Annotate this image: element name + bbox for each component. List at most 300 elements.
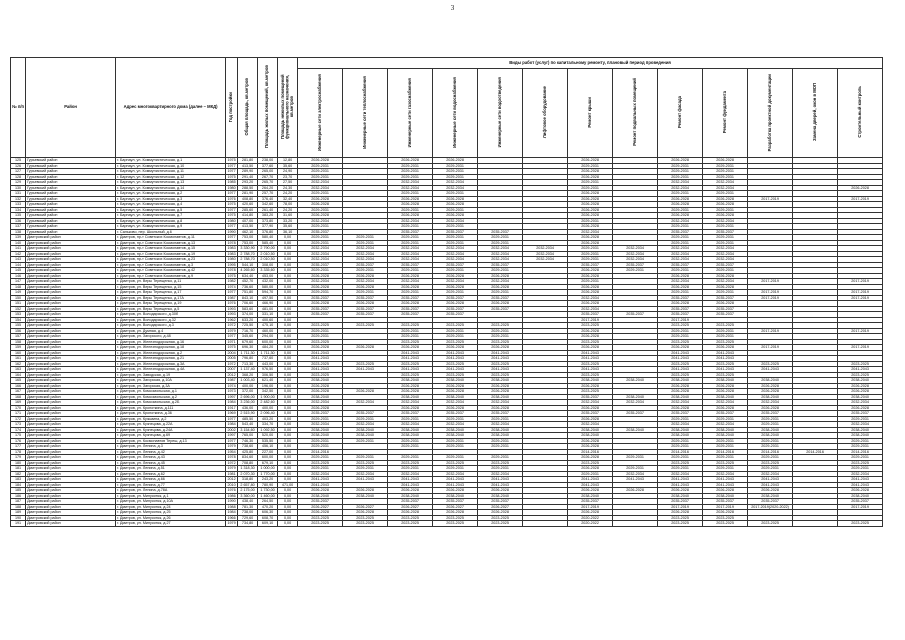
work-period-cell: 2029-2031 [478,235,523,241]
nonliving-area-cell: 0,00 [278,510,298,516]
address-cell: г. Дмитров, ул. Ленина, д.77 [116,482,226,488]
total-area-cell: 544,10 [238,262,258,268]
work-period-cell: 2023-2025 [568,372,613,378]
work-period-cell: 2017-2019 [838,295,883,301]
address-cell: г. Дмитров, пр-т Советских Космонавтов, д.19 [116,251,226,257]
work-period-cell: 2029-2031 [658,240,703,246]
row-number: 127 [11,169,26,175]
district-cell: Гурьевский район [26,202,116,208]
work-period-cell: 2017-2019 [748,290,793,296]
year-cell: 1984 [227,400,236,405]
work-period-cell: 2041-2043 [838,482,883,488]
work-period-cell: 2029-2031 [703,438,748,444]
row-number: 148 [11,284,26,290]
year-cell: 1975 [227,213,236,218]
living-area-cell: 737,60 [258,356,278,362]
work-period-cell: 2029-2031 [298,240,343,246]
living-area-cell: 608,70 [258,515,278,521]
work-period-cell: 2023-2025 [568,460,613,466]
total-area-cell: 407,00 [238,218,258,224]
nonliving-area-cell: 35,60 [278,224,298,230]
header-total-area: Общая площадь, кв.метров [238,58,258,158]
work-period-cell: 2038-2040 [298,427,343,433]
row-number: 155 [11,323,26,329]
address-cell: г. Дмитров, ул. Минусинск, д.25 [116,510,226,516]
work-period-cell: 2023-2025 [703,339,748,345]
work-period-cell: 2035-2037 [703,295,748,301]
work-period-cell: 2035-2037 [658,229,703,235]
work-period-cell: 2032-2034 [478,400,523,406]
work-period-cell: 2029-2031 [433,455,478,461]
row-number: 130 [11,185,26,191]
living-area-cell: 196,00 [258,383,278,389]
work-period-cell: 2026-2028 [658,405,703,411]
work-period-cell: 2023-2025 [298,521,343,527]
work-period-cell: 2026-2027 [388,504,433,510]
year-cell: 1966 [227,515,236,520]
work-period-cell: 2017-2019 [703,504,748,510]
total-area-cell: 413,50 [238,224,258,230]
work-period-cell: 2038-2040 [388,433,433,439]
work-period-cell: 2032-2034 [388,422,433,428]
work-period-cell: 2035-2037 [748,411,793,417]
living-area-cell: 580,40 [258,235,278,241]
nonliving-area-cell: 0,00 [278,444,298,450]
work-period-cell: 2032-2034 [568,229,613,235]
table-body [11,158,883,527]
work-period-cell: 2014-2016 [748,449,793,455]
row-number: 134 [11,207,26,213]
work-period-cell: 2029-2031 [658,235,703,241]
work-period-cell: 2026-2028 [343,301,388,307]
living-area-cell: 373,80 [258,218,278,224]
work-period-cell: 2035-2037 [703,499,748,505]
work-period-cell: 2026-2028 [568,202,613,208]
year-cell: 1982 [227,279,236,284]
header-works-group: Виды работ (услуг) по капитальному ремонту, плановый период проведения [298,58,883,69]
work-period-cell: 2032-2034 [613,257,658,263]
address-cell: г. Барнаул, ул. Коммунистическая, д.11 [116,169,226,175]
district-cell: Дмитровский район [26,345,116,351]
work-period-cell: 2041-2043 [343,477,388,483]
district-cell: Дмитровский район [26,422,116,428]
work-period-cell: 2032-2034 [703,180,748,186]
nonliving-area-cell: 0,00 [278,295,298,301]
district-cell: Дмитровский район [26,389,116,395]
work-period-cell: 2023-2025 [298,515,343,521]
work-period-cell: 2029-2031 [613,268,658,274]
nonliving-area-cell: 0,00 [278,235,298,241]
work-period-cell: 2029-2031 [433,240,478,246]
work-period-cell: 2038-2040 [478,394,523,400]
address-cell: г. Дмитров, ул. Ленина, д.42 [116,449,226,455]
total-area-cell: 746,30 [238,438,258,444]
address-cell: г. Дмитров, ул. Железнодорожная, д.3А [116,361,226,367]
work-period-cell: 2020-2022 [568,521,613,527]
work-period-cell: 2026-2028 [838,405,883,411]
district-cell: Дмитровский район [26,246,116,252]
living-area-cell: 377,60 [258,163,278,169]
work-period-cell: 2035-2037 [658,499,703,505]
row-number: 135 [11,213,26,219]
work-period-cell: 2041-2043 [658,477,703,483]
work-period-cell: 2029-2031 [748,455,793,461]
work-period-cell: 2038-2040 [748,378,793,384]
work-period-cell: 2023-2025 [388,372,433,378]
work-period-cell: 2038-2040 [388,493,433,499]
work-period-cell: 2035-2037 [568,499,613,505]
work-period-cell: 2029-2031 [433,174,478,180]
header-nonliving-area: Площадь нежилых помещений функционального назначения, кв.метров [278,58,298,158]
row-number: 171 [11,411,26,417]
year-cell: 1984 [227,422,236,427]
header-work-electric: Инженерные сети электроснабжения [298,69,343,158]
work-period-cell: 2026-2028 [433,196,478,202]
year-cell: 1981 [227,471,236,476]
address-cell: г. Дмитров, ул. Ленина, д.45 [116,460,226,466]
work-period-cell: 2032-2034 [388,251,433,257]
nonliving-area-cell: 0,00 [278,427,298,433]
year-cell: 1979 [227,521,236,526]
work-period-cell: 2029-2031 [388,207,433,213]
work-period-cell: 2029-2031 [343,240,388,246]
work-period-cell: 2038-2040 [298,433,343,439]
work-period-cell: 2026-2028 [703,158,748,164]
work-period-cell: 2029-2031 [433,268,478,274]
nonliving-area-cell: 0,00 [278,389,298,395]
work-period-cell: 2038-2040 [703,433,748,439]
district-cell: Дмитровский район [26,383,116,389]
work-period-cell: 2029-2031 [658,207,703,213]
work-period-cell: 2026-2028 [478,301,523,307]
work-period-cell: 2026-2028 [298,383,343,389]
living-area-cell: 1 900,00 [258,394,278,400]
work-period-cell: 2032-2034 [523,251,568,257]
nonliving-area-cell: 0,00 [278,301,298,307]
row-number: 142 [11,251,26,257]
total-area-cell: 285,60 [238,207,258,213]
work-period-cell: 2023-2025 [478,460,523,466]
work-period-cell: 2032-2034 [388,246,433,252]
living-area-cell: 497,50 [258,295,278,301]
district-cell: Дмитровский район [26,350,116,356]
work-period-cell: 2026-2028 [568,169,613,175]
address-cell: г. Дмитров, ул. Минусинск, д.26 [116,515,226,521]
total-area-cell: 281,80 [238,158,258,164]
work-period-cell: 2026-2028 [433,510,478,516]
row-number: 190 [11,515,26,521]
work-period-cell: 2032-2034 [478,422,523,428]
work-period-cell: 2026-2028 [343,345,388,351]
work-period-cell: 2029-2031 [703,207,748,213]
work-period-cell: 2026-2028 [343,389,388,395]
work-period-cell: 2041-2043 [568,482,613,488]
address-cell: г. Барнаул, ул. Коммунистическая, д.10 [116,163,226,169]
living-area-cell: 3 335,60 [258,268,278,274]
row-number: 176 [11,438,26,444]
work-period-cell: 2029-2031 [388,163,433,169]
header-address: Адрес многоквартирного дома (далее – МКД) [116,58,226,158]
work-period-cell: 2026-2028 [703,213,748,219]
work-period-cell: 2029-2031 [298,163,343,169]
address-cell: г. Барнаул, ул. Коммунистическая, д.8 [116,218,226,224]
work-period-cell: 2026-2028 [388,345,433,351]
work-period-cell: 2035-2037 [298,262,343,268]
year-cell: 1987 [227,378,236,383]
living-area-cell: 264,20 [258,185,278,191]
work-period-cell: 2029-2031 [478,444,523,450]
work-period-cell: 2032-2034 [433,422,478,428]
work-period-cell: 2014-2016 [658,449,703,455]
living-area-cell: 475,10 [258,323,278,329]
nonliving-area-cell: 0,00 [278,433,298,439]
district-cell: Дмитровский район [26,482,116,488]
work-period-cell: 2041-2043 [388,367,433,373]
nonliving-area-cell: 32,40 [278,196,298,202]
work-period-cell: 2023-2025 [478,339,523,345]
row-number: 169 [11,400,26,406]
year-cell: 1978 [227,455,236,460]
work-period-cell: 2032-2034 [613,471,658,477]
nonliving-area-cell: 0,00 [278,416,298,422]
living-area-cell: 600,00 [258,339,278,345]
total-area-cell: 765,00 [238,433,258,439]
work-period-cell: 2032-2034 [433,246,478,252]
work-period-cell: 2032-2034 [298,279,343,285]
table-row [11,504,883,510]
work-period-cell: 2026-2028 [658,383,703,389]
work-period-cell: 2035-2037 [703,262,748,268]
work-period-cell: 2026-2028 [478,345,523,351]
work-period-cell: 2035-2037 [658,262,703,268]
district-cell: Дмитровский район [26,510,116,516]
work-period-cell: 2029-2031 [478,466,523,472]
work-period-cell: 2029-2031 [388,455,433,461]
work-period-cell: 2035-2037 [478,262,523,268]
row-number: 153 [11,312,26,318]
row-number: 170 [11,405,26,411]
work-period-cell: 2035-2037 [658,312,703,318]
work-period-cell: 2026-2028 [388,389,433,395]
work-period-cell: 2029-2031 [298,290,343,296]
year-cell: 1974 [227,383,236,388]
row-number: 167 [11,389,26,395]
work-period-cell: 2026-2028 [433,389,478,395]
work-period-cell: 2029-2031 [298,207,343,213]
row-number: 165 [11,378,26,384]
work-period-cell: 2026-2028 [298,389,343,395]
work-period-cell: 2029-2031 [703,328,748,334]
nonliving-area-cell: 0,00 [278,306,298,312]
work-period-cell: 2038-2040 [658,427,703,433]
work-period-cell: 2032-2034 [613,251,658,257]
work-period-cell: 2026-2028 [568,268,613,274]
row-number: 156 [11,328,26,334]
work-period-cell: 2023-2025 [433,372,478,378]
work-period-cell: 2029-2031 [613,466,658,472]
work-period-cell: 2026-2028 [568,213,613,219]
work-period-cell: 2026-2028 [343,273,388,279]
living-area-cell: 432,00 [258,279,278,285]
work-period-cell: 2038-2040 [478,378,523,384]
living-area-cell: 294,00 [258,334,278,340]
nonliving-area-cell: 0,00 [278,515,298,521]
work-period-cell [613,521,658,527]
work-period-cell: 2029-2031 [658,191,703,197]
work-period-cell: 2029-2031 [343,455,388,461]
year-cell: 1977 [227,191,236,196]
work-period-cell: 2026-2028 [343,510,388,516]
address-cell: г. Дмитров, ул. Веры Терещенко, д.17А [116,295,226,301]
work-period-cell: 2023-2025 [838,521,883,527]
total-area-cell: 716,70 [238,328,258,334]
work-period-cell: 2029-2031 [388,334,433,340]
work-period-cell: 2035-2037 [388,312,433,318]
district-cell: Дмитровский район [26,251,116,257]
work-period-cell: 2029-2031 [658,163,703,169]
total-area-cell: 738,00 [238,510,258,516]
living-area-cell: 443,00 [258,361,278,367]
header-work-construction-control: Строительный контроль [838,69,883,158]
work-period-cell: 2023-2025 [433,339,478,345]
living-area-cell: 466,90 [258,301,278,307]
year-cell: 1977 [227,169,236,174]
nonliving-area-cell: 35,60 [278,163,298,169]
work-period-cell: 2023-2025 [748,460,793,466]
living-area-cell: 306,50 [258,372,278,378]
work-period-cell: 2032-2034 [343,257,388,263]
work-period-cell: 2035-2037 [658,295,703,301]
district-cell: Дмитровский район [26,493,116,499]
nonliving-area-cell: 0,00 [278,334,298,340]
work-period-cell: 2026-2028 [568,455,613,461]
work-period-cell: 2023-2025 [433,460,478,466]
work-period-cell: 2014-2016 [838,449,883,455]
work-period-cell: 2026-2028 [658,389,703,395]
work-period-cell: 2035-2037 [568,394,613,400]
total-area-cell: 318,80 [238,477,258,483]
work-period-cell: 2017-2019 [658,317,703,323]
row-number: 174 [11,427,26,433]
work-period-cell: 2023-2025 [388,323,433,329]
address-cell: г. Дмитров, ул. Володарского, д.3 [116,323,226,329]
nonliving-area-cell: 24,30 [278,185,298,191]
year-cell: 1975 [227,158,236,163]
district-cell: Дмитровский район [26,449,116,455]
nonliving-area-cell: 0,00 [278,268,298,274]
work-period-cell: 2023-2025 [658,372,703,378]
year-cell: 1977 [227,290,236,295]
year-cell: 2012 [227,477,236,482]
work-period-cell: 2032-2034 [838,422,883,428]
work-period-cell: 2026-2028 [298,196,343,202]
header-year: Год постройки [226,58,238,158]
row-number: 146 [11,273,26,279]
year-cell: 2002 [227,427,236,432]
work-period-cell: 2041-2043 [433,367,478,373]
work-period-cell: 2029-2031 [298,416,343,422]
work-period-cell: 2026-2028 [658,273,703,279]
work-period-cell: 2029-2031 [568,279,613,285]
row-number: 191 [11,521,26,527]
work-period-cell: 2032-2034 [298,185,343,191]
work-period-cell: 2026-2028 [658,345,703,351]
year-cell: 1995 [227,262,236,267]
work-period-cell: 2038-2040 [343,427,388,433]
work-period-cell: 2038-2040 [478,427,523,433]
work-period-cell: 2026-2027 [298,504,343,510]
district-cell: Гурьевский район [26,174,116,180]
work-period-cell: 2029-2031 [703,466,748,472]
work-period-cell: 2032-2034 [703,471,748,477]
work-period-cell: 2035-2037 [568,411,613,417]
living-area-cell: 342,50 [258,389,278,395]
work-period-cell: 2026-2028 [298,488,343,494]
work-period-cell: 2032-2034 [478,246,523,252]
work-period-cell: 2032-2034 [523,257,568,263]
work-period-cell: 2026-2028 [388,405,433,411]
work-period-cell: 2017-2019(2020-2022) [748,504,793,510]
district-cell: Дмитровский район [26,323,116,329]
row-number: 145 [11,268,26,274]
work-period-cell: 2029-2031 [298,224,343,230]
work-period-cell: 2032-2034 [613,246,658,252]
work-period-cell: 2035-2037 [298,312,343,318]
year-cell: 1997 [227,394,236,399]
work-period-cell: 2032-2034 [523,246,568,252]
row-number: 147 [11,279,26,285]
work-period-cell: 2038-2040 [613,378,658,384]
work-period-cell: 2023-2025 [568,323,613,329]
work-period-cell: 2038-2040 [703,394,748,400]
work-period-cell: 2026-2028 [703,383,748,389]
work-period-cell: 2038-2040 [568,493,613,499]
work-period-cell: 2035-2037 [343,262,388,268]
row-number: 126 [11,163,26,169]
work-period-cell: 2017-2019 [838,328,883,334]
work-period-cell: 2023-2025 [433,323,478,329]
work-period-cell: 2023-2025 [433,515,478,521]
year-cell: 1993 [227,312,236,317]
work-period-cell: 2026-2028 [388,273,433,279]
table-row [11,521,883,527]
nonliving-area-cell: 0,00 [278,411,298,417]
nonliving-area-cell: 24,20 [278,191,298,197]
living-area-cell: 520,00 [258,433,278,439]
total-area-cell: 3 330,90 [238,246,258,252]
living-area-cell: 606,30 [258,510,278,516]
work-period-cell: 2041-2043 [433,482,478,488]
work-period-cell: 2017-2019 [838,345,883,351]
work-period-cell: 2026-2028 [568,488,613,494]
year-cell: 2010 [227,482,236,487]
district-cell: Дмитровский район [26,235,116,241]
work-period-cell: 2035-2037 [433,306,478,312]
work-period-cell: 2029-2031 [658,268,703,274]
living-area-cell: 976,50 [258,367,278,373]
living-area-cell: 243,20 [258,477,278,483]
work-period-cell: 2023-2025 [343,323,388,329]
work-period-cell: 2032-2034 [298,180,343,186]
work-period-cell: 2032-2034 [703,185,748,191]
total-area-cell: 843,10 [238,295,258,301]
nonliving-area-cell: 31,60 [278,213,298,219]
work-period-cell: 2023-2025 [658,339,703,345]
row-number: 132 [11,196,26,202]
row-number: 184 [11,482,26,488]
address-cell: г. Дмитров, ул. Ленина, д.43 [116,455,226,461]
row-number: 140 [11,240,26,246]
